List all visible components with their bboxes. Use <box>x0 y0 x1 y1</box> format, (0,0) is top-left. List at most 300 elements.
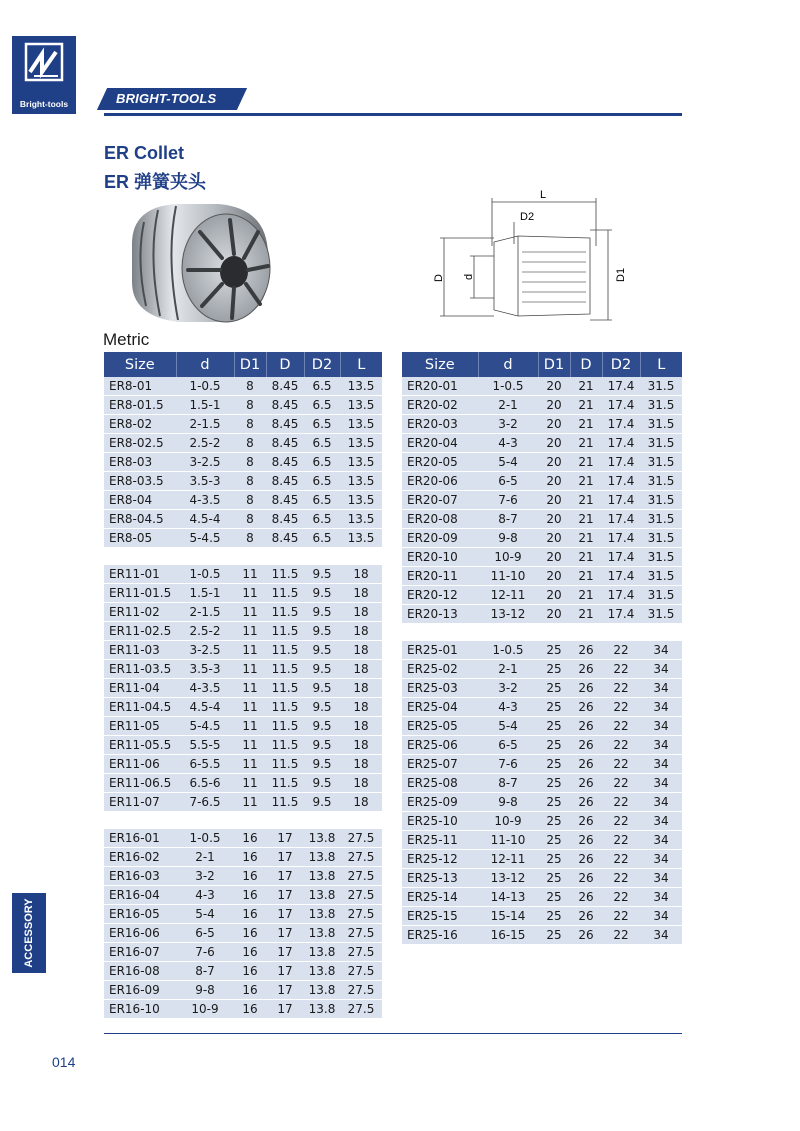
table-cell-d: 3.5-3 <box>176 472 234 491</box>
table-cell-d: 6-5 <box>176 924 234 943</box>
table-cell-l: 13.5 <box>340 529 382 548</box>
table-cell-d: 21 <box>570 377 602 396</box>
table-cell-d1: 8 <box>234 453 266 472</box>
table-cell-d: 5.5-5 <box>176 736 234 755</box>
table-cell-d2: 17.4 <box>602 415 640 434</box>
dim-label-d: d <box>463 273 475 280</box>
table-cell-size: ER20-03 <box>402 415 478 434</box>
table-cell-d2: 9.5 <box>304 641 340 660</box>
table-cell-d: 9-8 <box>176 981 234 1000</box>
table-cell-l: 34 <box>640 660 682 679</box>
table-row <box>402 736 682 755</box>
table-cell-d2: 13.8 <box>304 829 340 848</box>
table-cell-d1: 8 <box>234 377 266 396</box>
table-cell-l: 27.5 <box>340 981 382 1000</box>
table-cell-d1: 8 <box>234 472 266 491</box>
table-cell-size: ER20-10 <box>402 548 478 567</box>
table-row <box>104 943 382 962</box>
table-cell-d: 7-6 <box>176 943 234 962</box>
table-cell-d2: 22 <box>602 717 640 736</box>
table-cell-l: 27.5 <box>340 962 382 981</box>
table-cell-d: 1-0.5 <box>478 377 538 396</box>
table-row <box>104 1000 382 1019</box>
table-cell-size: ER8-02 <box>104 415 176 434</box>
table-row <box>402 926 682 945</box>
table-cell-d: 11.5 <box>266 603 304 622</box>
table-row <box>104 510 382 529</box>
table-row <box>402 679 682 698</box>
table-cell-d: 3-2 <box>478 415 538 434</box>
table-cell-d2: 9.5 <box>304 698 340 717</box>
table-cell-d: 4-3 <box>478 434 538 453</box>
table-cell-size: ER11-02 <box>104 603 176 622</box>
table-row <box>104 717 382 736</box>
dim-label-D: D <box>433 274 445 282</box>
table-cell-d: 3-2.5 <box>176 641 234 660</box>
table-cell-d: 4.5-4 <box>176 698 234 717</box>
table-cell-size: ER16-06 <box>104 924 176 943</box>
table-cell-d: 8.45 <box>266 472 304 491</box>
table-cell-d: 17 <box>266 924 304 943</box>
table-cell-l: 18 <box>340 565 382 584</box>
table-cell-d1: 20 <box>538 434 570 453</box>
table-cell-d2: 9.5 <box>304 622 340 641</box>
table-cell-size: ER25-09 <box>402 793 478 812</box>
column-header: Size <box>402 352 478 377</box>
table-cell-d: 4-3.5 <box>176 491 234 510</box>
table-cell-l: 27.5 <box>340 1000 382 1019</box>
table-cell-l: 13.5 <box>340 415 382 434</box>
table-cell-d: 26 <box>570 641 602 660</box>
table-cell-l: 18 <box>340 793 382 812</box>
table-row <box>104 774 382 793</box>
table-cell-size: ER20-05 <box>402 453 478 472</box>
table-cell-d2: 6.5 <box>304 415 340 434</box>
table-cell-l: 34 <box>640 641 682 660</box>
table-header-row <box>104 352 382 377</box>
table-cell-size: ER16-09 <box>104 981 176 1000</box>
table-cell-d2: 9.5 <box>304 793 340 812</box>
table-cell-d: 21 <box>570 472 602 491</box>
table-cell-d: 2-1.5 <box>176 415 234 434</box>
table-cell-d1: 11 <box>234 755 266 774</box>
table-cell-d: 26 <box>570 755 602 774</box>
table-cell-d: 11-10 <box>478 831 538 850</box>
table-cell-d: 26 <box>570 907 602 926</box>
table-cell-size: ER11-02.5 <box>104 622 176 641</box>
table-cell-d1: 11 <box>234 774 266 793</box>
table-cell-d1: 20 <box>538 377 570 396</box>
table-cell-size: ER11-05 <box>104 717 176 736</box>
table-cell-size: ER11-01 <box>104 565 176 584</box>
table-cell-l: 18 <box>340 736 382 755</box>
table-cell-d: 11.5 <box>266 584 304 603</box>
table-cell-size: ER16-04 <box>104 886 176 905</box>
table-cell-d2: 6.5 <box>304 377 340 396</box>
table-cell-d: 26 <box>570 831 602 850</box>
table-cell-l: 31.5 <box>640 510 682 529</box>
table-cell-d: 11.5 <box>266 679 304 698</box>
table-cell-d1: 11 <box>234 660 266 679</box>
table-cell-d2: 9.5 <box>304 736 340 755</box>
table-cell-d2: 9.5 <box>304 584 340 603</box>
table-cell-d: 2-1 <box>176 848 234 867</box>
table-cell-d: 10-9 <box>478 812 538 831</box>
table-row <box>402 793 682 812</box>
table-row <box>402 415 682 434</box>
table-header-row <box>402 352 682 377</box>
table-cell-d2: 22 <box>602 869 640 888</box>
table-cell-l: 13.5 <box>340 434 382 453</box>
table-cell-d1: 25 <box>538 717 570 736</box>
table-row <box>402 453 682 472</box>
table-cell-l: 13.5 <box>340 510 382 529</box>
table-cell-size: ER8-01.5 <box>104 396 176 415</box>
table-row <box>402 907 682 926</box>
group-spacer <box>104 812 382 829</box>
table-cell-size: ER25-07 <box>402 755 478 774</box>
table-cell-d: 1.5-1 <box>176 584 234 603</box>
table-cell-d1: 8 <box>234 510 266 529</box>
table-cell-l: 34 <box>640 831 682 850</box>
table-cell-l: 34 <box>640 869 682 888</box>
table-cell-d: 14-13 <box>478 888 538 907</box>
table-cell-d: 10-9 <box>176 1000 234 1019</box>
table-cell-size: ER16-05 <box>104 905 176 924</box>
group-spacer <box>104 548 382 565</box>
table-cell-d2: 22 <box>602 641 640 660</box>
column-header: Size <box>104 352 176 377</box>
table-cell-d2: 22 <box>602 926 640 945</box>
table-cell-d: 9-8 <box>478 793 538 812</box>
logo-mark-icon <box>24 42 64 90</box>
table-cell-d: 2-1.5 <box>176 603 234 622</box>
table-cell-l: 27.5 <box>340 886 382 905</box>
table-cell-d: 21 <box>570 586 602 605</box>
table-cell-size: ER8-05 <box>104 529 176 548</box>
table-cell-d2: 9.5 <box>304 774 340 793</box>
table-cell-d2: 9.5 <box>304 603 340 622</box>
table-row <box>402 491 682 510</box>
table-cell-d2: 17.4 <box>602 396 640 415</box>
table-row <box>104 377 382 396</box>
table-cell-l: 31.5 <box>640 377 682 396</box>
table-cell-l: 34 <box>640 717 682 736</box>
table-cell-d: 5-4 <box>176 905 234 924</box>
table-cell-size: ER25-11 <box>402 831 478 850</box>
table-cell-d: 8.45 <box>266 434 304 453</box>
table-cell-d: 21 <box>570 510 602 529</box>
table-cell-d1: 25 <box>538 850 570 869</box>
table-cell-size: ER8-01 <box>104 377 176 396</box>
table-row <box>402 586 682 605</box>
table-row <box>104 396 382 415</box>
table-cell-d2: 17.4 <box>602 586 640 605</box>
table-cell-d: 8.45 <box>266 510 304 529</box>
section-tab <box>12 893 46 973</box>
table-row <box>402 698 682 717</box>
table-cell-d: 17 <box>266 829 304 848</box>
table-cell-d: 2-1 <box>478 660 538 679</box>
table-row <box>402 605 682 624</box>
table-cell-size: ER11-03 <box>104 641 176 660</box>
table-cell-size: ER8-04.5 <box>104 510 176 529</box>
table-cell-l: 13.5 <box>340 472 382 491</box>
table-cell-d2: 6.5 <box>304 472 340 491</box>
table-cell-d2: 22 <box>602 698 640 717</box>
table-cell-d: 11.5 <box>266 774 304 793</box>
table-row <box>104 491 382 510</box>
table-cell-d: 11.5 <box>266 736 304 755</box>
table-cell-size: ER25-15 <box>402 907 478 926</box>
table-cell-d1: 16 <box>234 924 266 943</box>
table-cell-d1: 25 <box>538 736 570 755</box>
table-cell-d1: 20 <box>538 453 570 472</box>
table-cell-l: 34 <box>640 888 682 907</box>
table-cell-size: ER20-04 <box>402 434 478 453</box>
table-row <box>104 793 382 812</box>
table-cell-l: 31.5 <box>640 453 682 472</box>
table-row <box>104 981 382 1000</box>
table-cell-d: 6.5-6 <box>176 774 234 793</box>
table-cell-l: 18 <box>340 660 382 679</box>
table-cell-d: 2-1 <box>478 396 538 415</box>
table-cell-size: ER20-13 <box>402 605 478 624</box>
table-cell-d: 11.5 <box>266 660 304 679</box>
table-cell-size: ER11-07 <box>104 793 176 812</box>
table-row <box>402 812 682 831</box>
table-cell-size: ER25-08 <box>402 774 478 793</box>
table-cell-d2: 9.5 <box>304 565 340 584</box>
table-row <box>402 472 682 491</box>
table-cell-d2: 22 <box>602 907 640 926</box>
table-cell-d: 9-8 <box>478 529 538 548</box>
table-cell-size: ER8-02.5 <box>104 434 176 453</box>
brand-name: BRIGHT-TOOLS <box>116 91 217 106</box>
table-cell-d: 8-7 <box>478 510 538 529</box>
table-cell-d2: 13.8 <box>304 981 340 1000</box>
table-cell-d: 26 <box>570 888 602 907</box>
table-cell-d1: 25 <box>538 926 570 945</box>
table-row <box>104 886 382 905</box>
table-row <box>104 529 382 548</box>
table-cell-d: 5-4.5 <box>176 529 234 548</box>
table-cell-d2: 17.4 <box>602 605 640 624</box>
table-cell-size: ER20-09 <box>402 529 478 548</box>
table-cell-l: 27.5 <box>340 867 382 886</box>
table-cell-d: 21 <box>570 529 602 548</box>
table-cell-d: 21 <box>570 605 602 624</box>
table-cell-l: 27.5 <box>340 848 382 867</box>
company-logo <box>12 36 76 114</box>
table-cell-d: 13-12 <box>478 869 538 888</box>
table-cell-l: 18 <box>340 698 382 717</box>
table-row <box>402 434 682 453</box>
table-cell-d: 17 <box>266 1000 304 1019</box>
table-row <box>402 396 682 415</box>
table-cell-size: ER20-02 <box>402 396 478 415</box>
table-cell-d1: 25 <box>538 679 570 698</box>
table-cell-d1: 20 <box>538 491 570 510</box>
table-cell-d1: 25 <box>538 660 570 679</box>
table-cell-d2: 13.8 <box>304 943 340 962</box>
table-cell-d1: 11 <box>234 698 266 717</box>
table-cell-d2: 17.4 <box>602 377 640 396</box>
table-cell-d1: 20 <box>538 567 570 586</box>
table-cell-l: 34 <box>640 812 682 831</box>
table-cell-d1: 20 <box>538 548 570 567</box>
table-cell-d2: 17.4 <box>602 567 640 586</box>
table-cell-size: ER25-14 <box>402 888 478 907</box>
table-cell-d2: 9.5 <box>304 679 340 698</box>
table-cell-l: 31.5 <box>640 567 682 586</box>
table-cell-d1: 25 <box>538 888 570 907</box>
table-row <box>402 717 682 736</box>
dim-label-L: L <box>540 189 547 201</box>
table-cell-d: 21 <box>570 415 602 434</box>
table-cell-d2: 6.5 <box>304 491 340 510</box>
table-cell-d: 21 <box>570 396 602 415</box>
table-cell-size: ER16-07 <box>104 943 176 962</box>
table-cell-l: 34 <box>640 774 682 793</box>
dim-label-D2: D2 <box>520 211 535 223</box>
table-cell-d: 2.5-2 <box>176 434 234 453</box>
table-cell-d: 21 <box>570 453 602 472</box>
page-title-chinese: ER 弹簧夹头 <box>104 172 207 192</box>
table-cell-d1: 11 <box>234 603 266 622</box>
table-cell-d: 16-15 <box>478 926 538 945</box>
table-cell-d: 6-5.5 <box>176 755 234 774</box>
table-cell-d1: 8 <box>234 529 266 548</box>
table-cell-size: ER25-13 <box>402 869 478 888</box>
table-cell-d: 15-14 <box>478 907 538 926</box>
table-cell-d2: 22 <box>602 850 640 869</box>
table-cell-size: ER8-03 <box>104 453 176 472</box>
table-cell-d2: 22 <box>602 679 640 698</box>
table-cell-d1: 11 <box>234 717 266 736</box>
table-row <box>104 472 382 491</box>
table-row <box>402 641 682 660</box>
table-cell-size: ER16-08 <box>104 962 176 981</box>
table-row <box>104 755 382 774</box>
table-cell-d: 6-5 <box>478 472 538 491</box>
table-cell-d2: 9.5 <box>304 755 340 774</box>
table-cell-l: 34 <box>640 736 682 755</box>
table-cell-d: 4-3 <box>176 886 234 905</box>
table-cell-d1: 16 <box>234 848 266 867</box>
table-cell-d1: 11 <box>234 736 266 755</box>
table-cell-size: ER20-06 <box>402 472 478 491</box>
table-cell-size: ER25-02 <box>402 660 478 679</box>
table-cell-l: 13.5 <box>340 396 382 415</box>
table-cell-d: 11.5 <box>266 622 304 641</box>
table-cell-l: 34 <box>640 907 682 926</box>
table-cell-d: 11.5 <box>266 698 304 717</box>
table-row <box>402 510 682 529</box>
table-cell-l: 27.5 <box>340 905 382 924</box>
table-cell-d2: 17.4 <box>602 529 640 548</box>
table-cell-d: 12-11 <box>478 586 538 605</box>
table-cell-d: 7-6 <box>478 491 538 510</box>
table-cell-d: 11.5 <box>266 793 304 812</box>
table-cell-l: 18 <box>340 717 382 736</box>
column-header: D1 <box>234 352 266 377</box>
table-cell-d1: 25 <box>538 641 570 660</box>
table-cell-d: 5-4.5 <box>176 717 234 736</box>
table-cell-d1: 16 <box>234 943 266 962</box>
table-cell-d1: 25 <box>538 774 570 793</box>
table-cell-l: 18 <box>340 622 382 641</box>
table-cell-d2: 13.8 <box>304 905 340 924</box>
table-cell-d: 11.5 <box>266 717 304 736</box>
collet-photo <box>118 196 278 326</box>
table-cell-d: 8.45 <box>266 415 304 434</box>
table-cell-l: 18 <box>340 679 382 698</box>
table-cell-d2: 17.4 <box>602 472 640 491</box>
table-cell-d: 26 <box>570 717 602 736</box>
table-cell-l: 18 <box>340 584 382 603</box>
table-cell-d: 4.5-4 <box>176 510 234 529</box>
table-cell-d2: 13.8 <box>304 924 340 943</box>
table-cell-size: ER20-07 <box>402 491 478 510</box>
table-cell-d2: 6.5 <box>304 396 340 415</box>
table-row <box>104 584 382 603</box>
collet-dimension-drawing <box>430 186 630 326</box>
page-number: 014 <box>52 1054 76 1070</box>
table-row <box>104 829 382 848</box>
table-cell-d: 8.45 <box>266 377 304 396</box>
table-cell-d: 17 <box>266 867 304 886</box>
table-cell-d: 2.5-2 <box>176 622 234 641</box>
table-cell-l: 34 <box>640 926 682 945</box>
table-cell-d1: 11 <box>234 679 266 698</box>
table-cell-l: 31.5 <box>640 472 682 491</box>
table-cell-size: ER16-10 <box>104 1000 176 1019</box>
table-row <box>402 774 682 793</box>
table-cell-d: 8.45 <box>266 491 304 510</box>
table-cell-d1: 25 <box>538 812 570 831</box>
table-row <box>104 434 382 453</box>
table-cell-d2: 6.5 <box>304 510 340 529</box>
table-cell-l: 18 <box>340 641 382 660</box>
table-cell-d: 4-3 <box>478 698 538 717</box>
table-row <box>402 548 682 567</box>
table-cell-d: 21 <box>570 434 602 453</box>
table-cell-d: 17 <box>266 886 304 905</box>
table-cell-size: ER25-03 <box>402 679 478 698</box>
table-cell-d1: 20 <box>538 472 570 491</box>
table-cell-d1: 25 <box>538 831 570 850</box>
table-cell-d2: 13.8 <box>304 1000 340 1019</box>
table-cell-d: 26 <box>570 926 602 945</box>
logo-text: Bright-tools <box>19 99 69 109</box>
table-cell-d2: 22 <box>602 736 640 755</box>
table-cell-l: 31.5 <box>640 586 682 605</box>
table-cell-size: ER16-01 <box>104 829 176 848</box>
table-cell-l: 31.5 <box>640 605 682 624</box>
spec-table-left <box>104 352 382 1019</box>
table-cell-l: 34 <box>640 850 682 869</box>
table-row <box>104 867 382 886</box>
table-cell-l: 31.5 <box>640 529 682 548</box>
table-cell-d1: 11 <box>234 793 266 812</box>
page-title: ER Collet <box>104 143 185 163</box>
column-header: d <box>478 352 538 377</box>
table-cell-size: ER20-01 <box>402 377 478 396</box>
table-cell-d2: 17.4 <box>602 491 640 510</box>
table-row <box>104 736 382 755</box>
table-row <box>104 415 382 434</box>
